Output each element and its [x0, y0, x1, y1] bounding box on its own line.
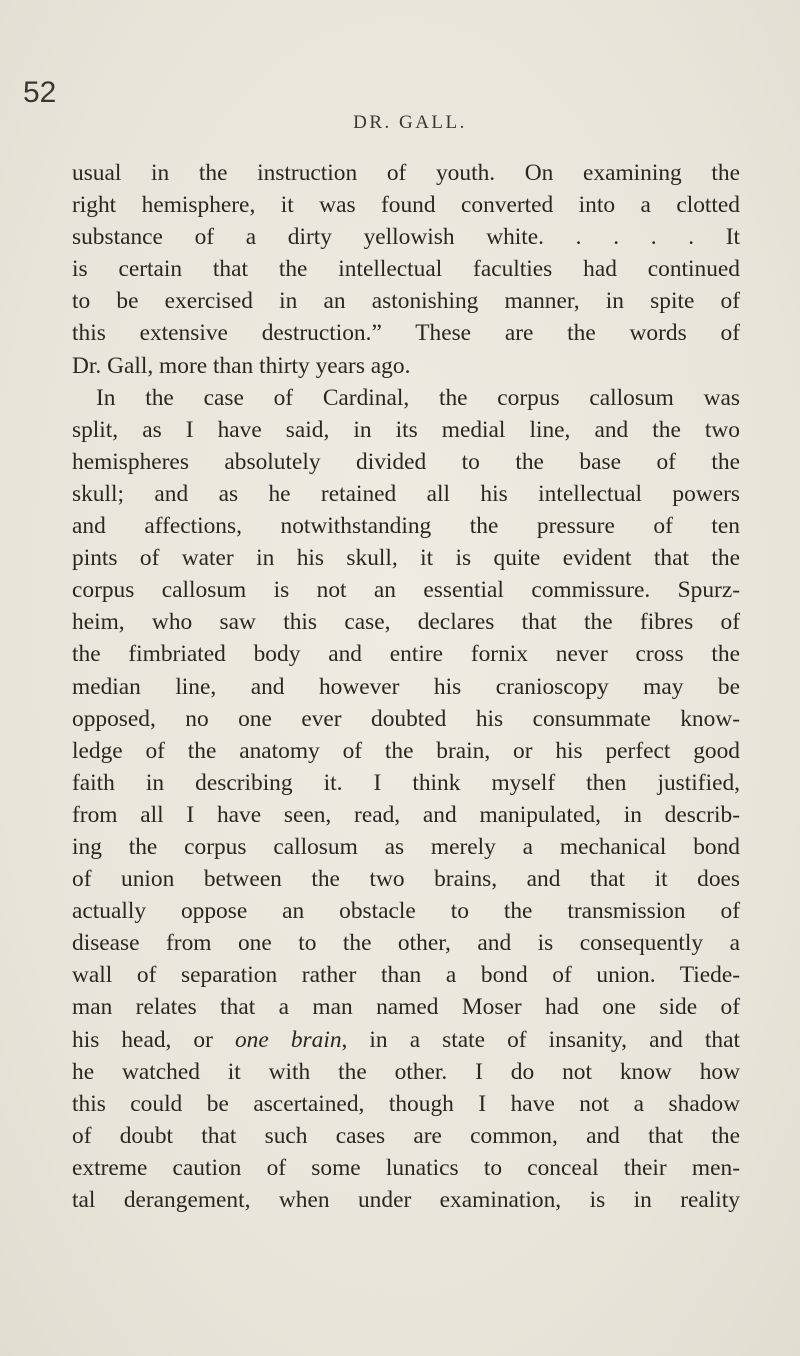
text-line: extreme caution of some lunatics to conceal their men-	[72, 1154, 740, 1181]
text-line: ledge of the anatomy of the brain, or his perfect good	[72, 737, 740, 764]
text-line: opposed, no one ever doubted his consummate know-	[72, 705, 740, 732]
text-segment: , in a state of insanity, and that	[341, 1026, 740, 1053]
text-line: of union between the two brains, and that it does	[72, 866, 740, 893]
body-text	[72, 157, 740, 1216]
text-line: this could be ascertained, though I have not a shadow	[72, 1090, 740, 1117]
text-line: In the case of Cardinal, the corpus callosum was	[96, 384, 740, 411]
text-line: Dr. Gall, more than thirty years ago.	[72, 352, 411, 379]
text-line: tal derangement, when under examination, is in reality	[72, 1187, 740, 1213]
text-line: and affections, notwithstanding the pressure of ten	[72, 513, 740, 540]
text-line: man relates that a man named Moser had one side of	[72, 994, 740, 1021]
text-line: the fimbriated body and entire fornix never cross the	[72, 641, 740, 668]
text-line: from all I have seen, read, and manipulated, in describ-	[72, 801, 740, 828]
text-line: corpus callosum is not an essential commissure. Spurz-	[72, 577, 740, 604]
text-line: pints of water in his skull, it is quite evident that the	[72, 545, 740, 572]
text-line: usual in the instruction of youth. On examining the	[72, 160, 740, 186]
text-line: faith in describing it. I think myself then justified,	[72, 769, 740, 796]
text-line: ing the corpus callosum as merely a mechanical bond	[72, 833, 740, 860]
text-line: is certain that the intellectual faculties had continued	[72, 256, 740, 283]
text-line: this extensive destruction.” These are the words of	[72, 320, 740, 347]
text-line: to be exercised in an astonishing manner, in spite of	[72, 288, 740, 315]
text-line: heim, who saw this case, declares that the fibres of	[72, 609, 740, 636]
page-number: 52	[23, 76, 57, 109]
text-segment: his head, or	[72, 1026, 235, 1053]
text-line	[72, 1024, 740, 1056]
text-line: median line, and however his cranioscopy may be	[72, 673, 740, 700]
text-line: right hemisphere, it was found converted into a clotted	[72, 192, 740, 219]
text-line: split, as I have said, in its medial line, and the two	[72, 416, 740, 443]
running-head: DR. GALL.	[353, 112, 467, 133]
text-line: skull; and as he retained all his intellectual powers	[72, 480, 740, 507]
text-line: hemispheres absolutely divided to the base of the	[72, 448, 740, 475]
text-line: wall of separation rather than a bond of union. Tiede-	[72, 962, 740, 989]
italic-phrase: one brain	[234, 1026, 342, 1053]
text-line: substance of a dirty yellowish white. . . . . It	[72, 224, 740, 251]
text-line: of doubt that such cases are common, and that the	[72, 1122, 740, 1149]
text-line: disease from one to the other, and is consequently a	[72, 930, 740, 957]
text-line: he watched it with the other. I do not know how	[72, 1058, 740, 1085]
text-line: actually oppose an obstacle to the transmission of	[72, 898, 740, 925]
